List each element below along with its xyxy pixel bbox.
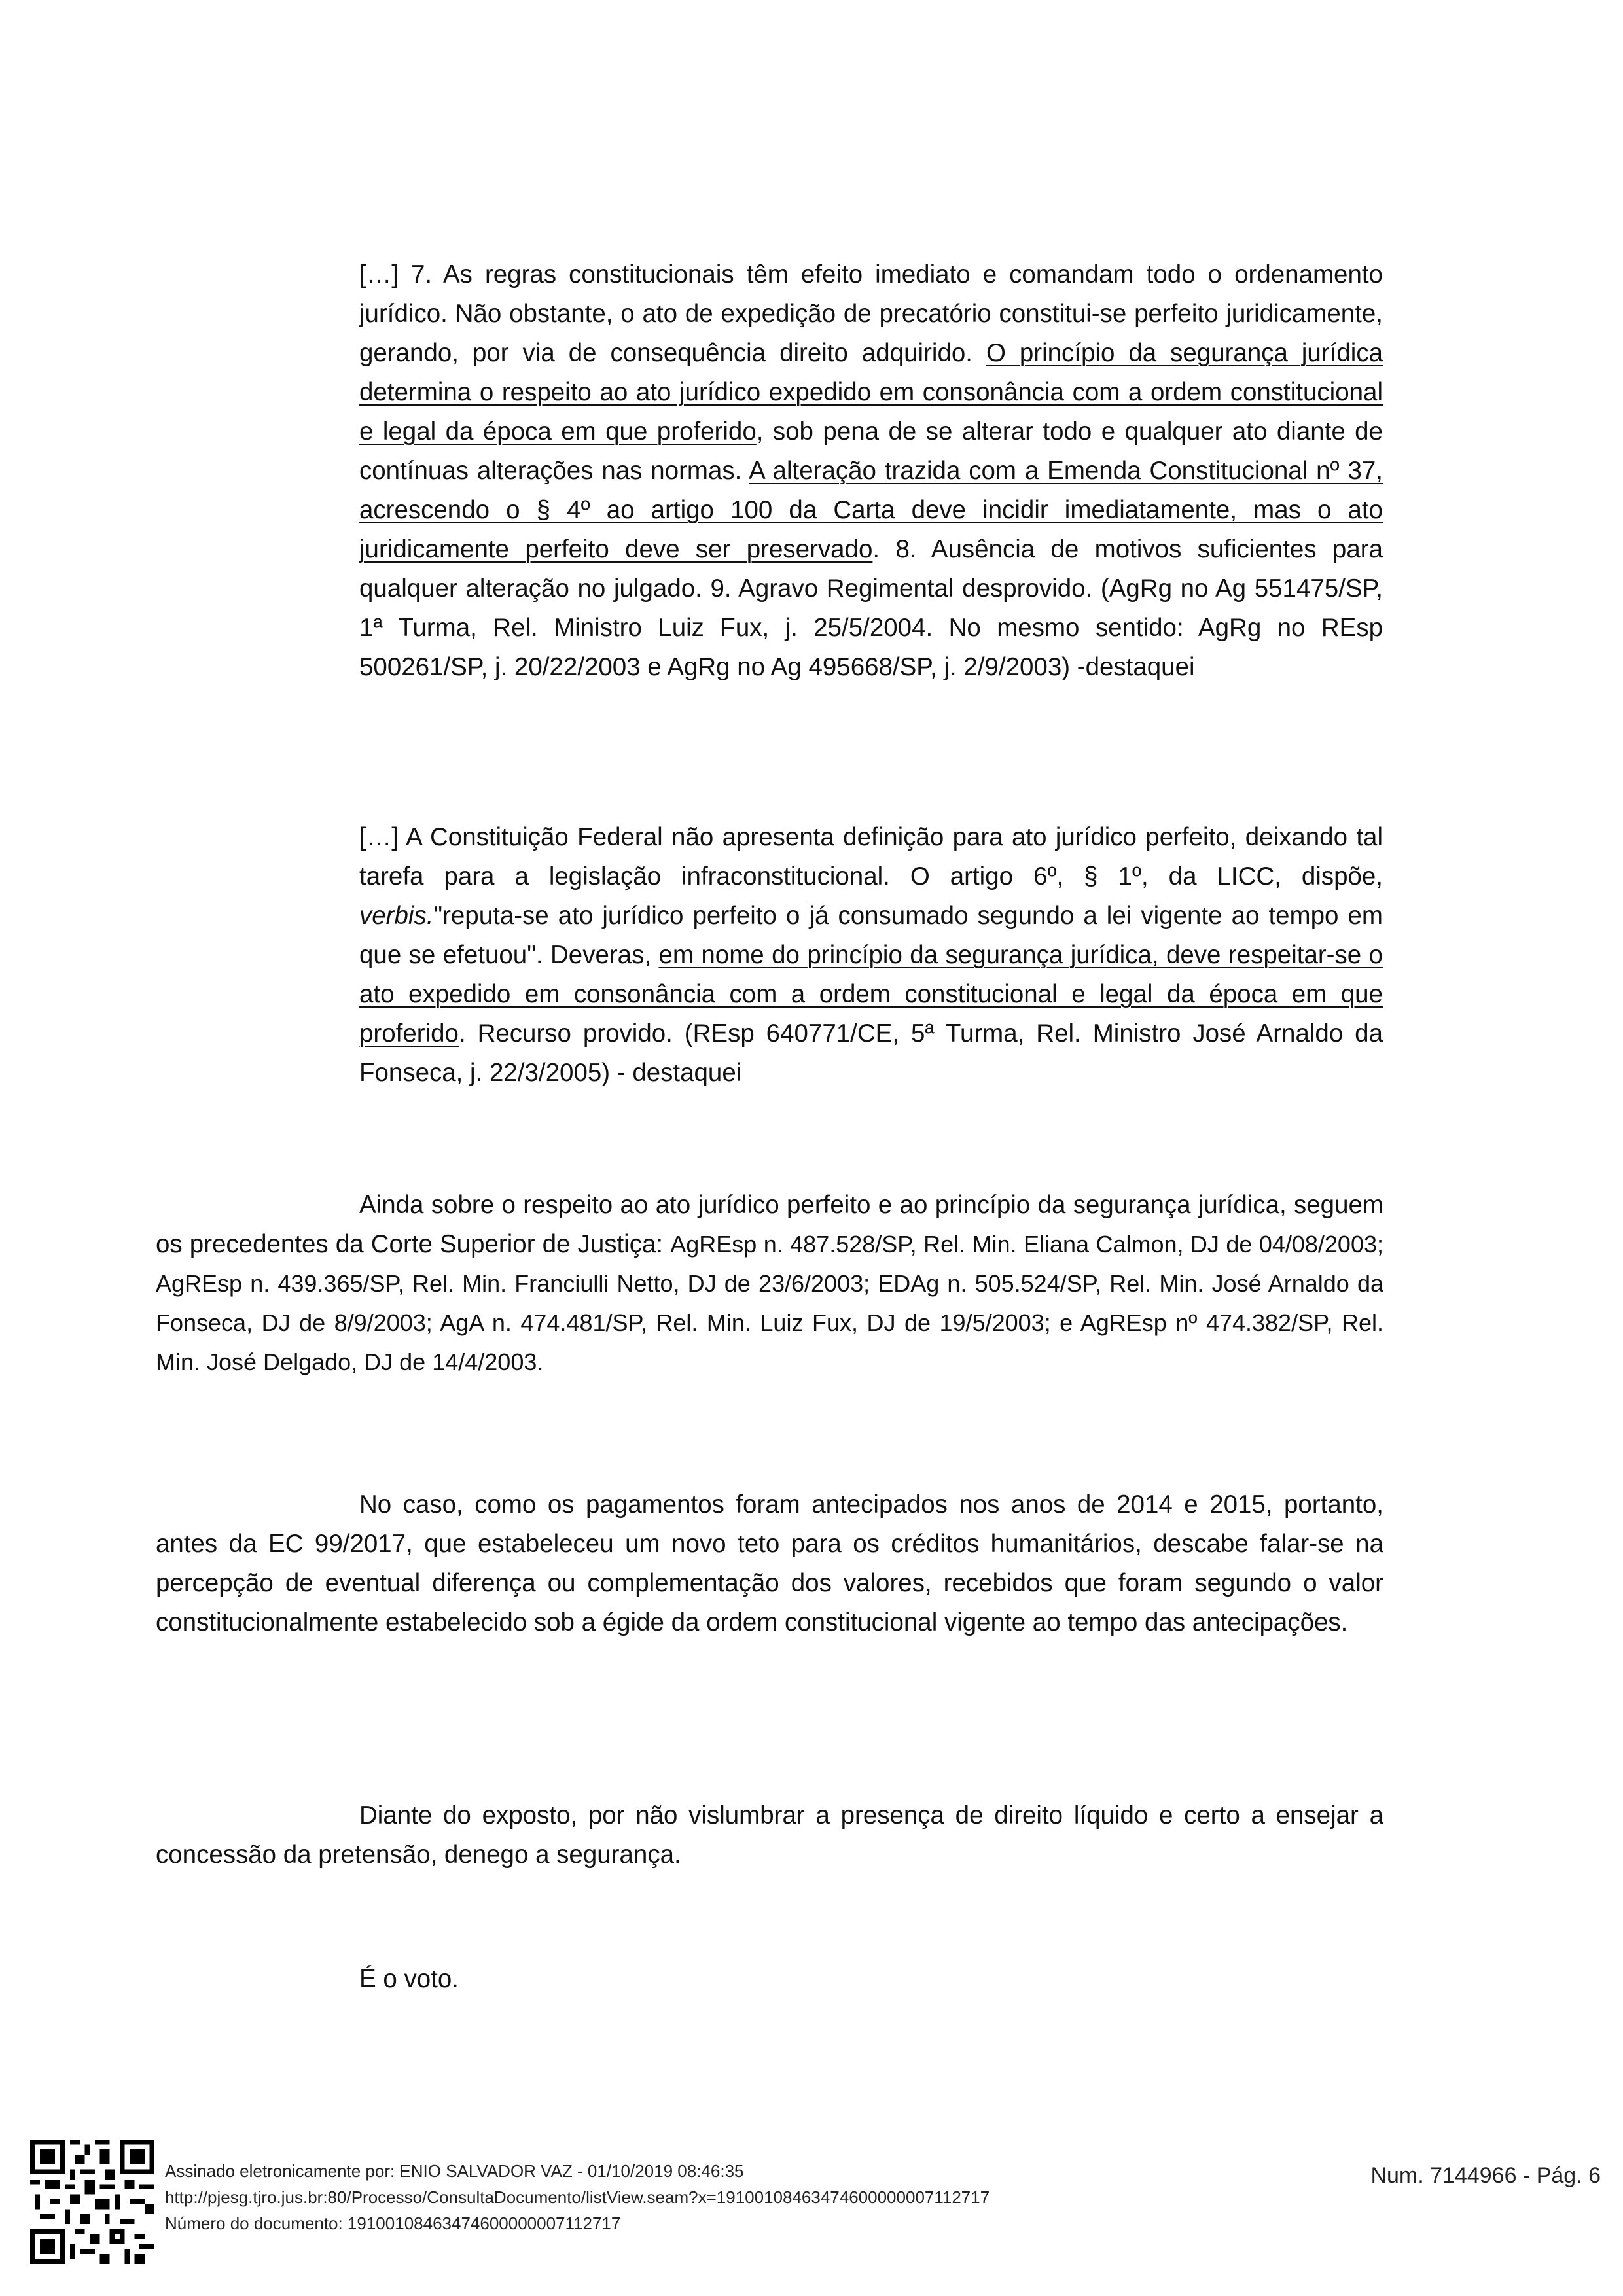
signed-by-line: Assinado eletronicamente por: ENIO SALVADOR VAZ - 01/10/2019 08:46:35 (165, 2161, 744, 2181)
document-number: Número do documento: 19100108463474600000007112717 (165, 2214, 621, 2233)
quote-block-2 (359, 818, 1383, 1093)
quote2-text-2: "reputa-se ato jurídico perfeito o já consumado segundo a lei vigente ao tempo em que se efetuou". Deveras, (359, 902, 1383, 969)
quote1-text-1: […] 7. As regras constitucionais têm efeito imediato e comandam todo o ordenamento jurídico. Não obstante, o ato de expedição de precatório constitui-se perfeito juridicamente, gerando, por via de consequência direito adquirido. (359, 260, 1383, 367)
electronic-signature (165, 2158, 990, 2236)
paragraph-precedents (156, 1186, 1383, 1382)
quote1-underlined-2: A alteração trazida com a Emenda Constitucional nº 37, acrescendo o § 4º ao artigo 100 da Carta deve incidir imediatamente, mas o ato juridicamente perfeito deve ser preservado (359, 457, 1383, 563)
page-number: Num. 7144966 - Pág. 6 (1370, 2163, 1601, 2188)
quote1-underlined-1: O princípio da segurança jurídica determina o respeito ao ato jurídico expedido em consonância com a ordem constitucional e legal da época em que proferido (359, 339, 1383, 446)
quote2-italic: verbis. (359, 902, 434, 930)
quote-block-1 (359, 255, 1383, 687)
paragraph-precedents-list: AgREsp n. 487.528/SP, Rel. Min. Eliana Calmon, DJ de 04/08/2003; AgREsp n. 439.365/SP, Rel. Min. Franciulli Netto, DJ de 23/6/2003; EDAg n. 505.524/SP, Rel. Min. José Arnaldo da Fonseca, DJ de 8/9/2003; AgA n. 474.481/SP, Rel. Min. Luiz Fux, DJ de 19/5/2003; e AgREsp nº 474.382/SP, Rel. Min. José Delgado, DJ de 14/4/2003. (156, 1231, 1383, 1375)
quote2-underlined: em nome do princípio da segurança jurídica, deve respeitar-se o ato expedido em consonância com a ordem constitucional e legal da época em que proferido (359, 941, 1383, 1048)
quote2-text-3: . Recurso provido. (REsp 640771/CE, 5ª Turma, Rel. Ministro José Arnaldo da Fonseca, j. 22/3/2005) - destaquei (359, 1019, 1383, 1087)
paragraph-vote: É o voto. (359, 1965, 459, 1993)
document-url[interactable]: http://pjesg.tjro.jus.br:80/Processo/ConsultaDocumento/listView.seam?x=19100108463474600000007112717 (165, 2187, 990, 2207)
paragraph-precedents-intro: Ainda sobre o respeito ao ato jurídico perfeito e ao princípio da segurança jurídica, seguem os precedentes da Corte Superior de Justiça: (156, 1191, 1383, 1258)
quote1-text-3: . 8. Ausência de motivos suficientes para qualquer alteração no julgado. 9. Agravo Regimental desprovido. (AgRg no Ag 551475/SP, 1ª Turma, Rel. Ministro Luiz Fux, j. 25/5/2004. No mesmo sentido: AgRg no REsp 500261/SP, j. 20/22/2003 e AgRg no Ag 495668/SP, j. 2/9/2003) -destaquei (359, 535, 1383, 681)
quote2-text-1: […] A Constituição Federal não apresenta definição para ato jurídico perfeito, deixando tal tarefa para a legislação infraconstitucional. O artigo 6º, § 1º, da LICC, dispõe, (359, 823, 1383, 891)
paragraph-conclusion: Diante do exposto, por não vislumbrar a presença de direito líquido e certo a ensejar a concessão da pretensão, denego a segurança. (156, 1801, 1383, 1869)
quote1-text-2: , sob pena de se alterar todo e qualquer ato diante de contínuas alterações nas normas. (359, 417, 1383, 485)
paragraph-no-caso: No caso, como os pagamentos foram antecipados nos anos de 2014 e 2015, portanto, antes da EC 99/2017, que estabeleceu um novo teto para os créditos humanitários, descabe falar-se na percepção de eventual diferença ou complementação dos valores, recebidos que foram segundo o valor constitucionalmente estabelecido sob a égide da ordem constitucional vigente ao tempo das antecipações. (156, 1491, 1383, 1636)
signature-footer (30, 2140, 1601, 2270)
qr-code-icon (30, 2140, 154, 2264)
